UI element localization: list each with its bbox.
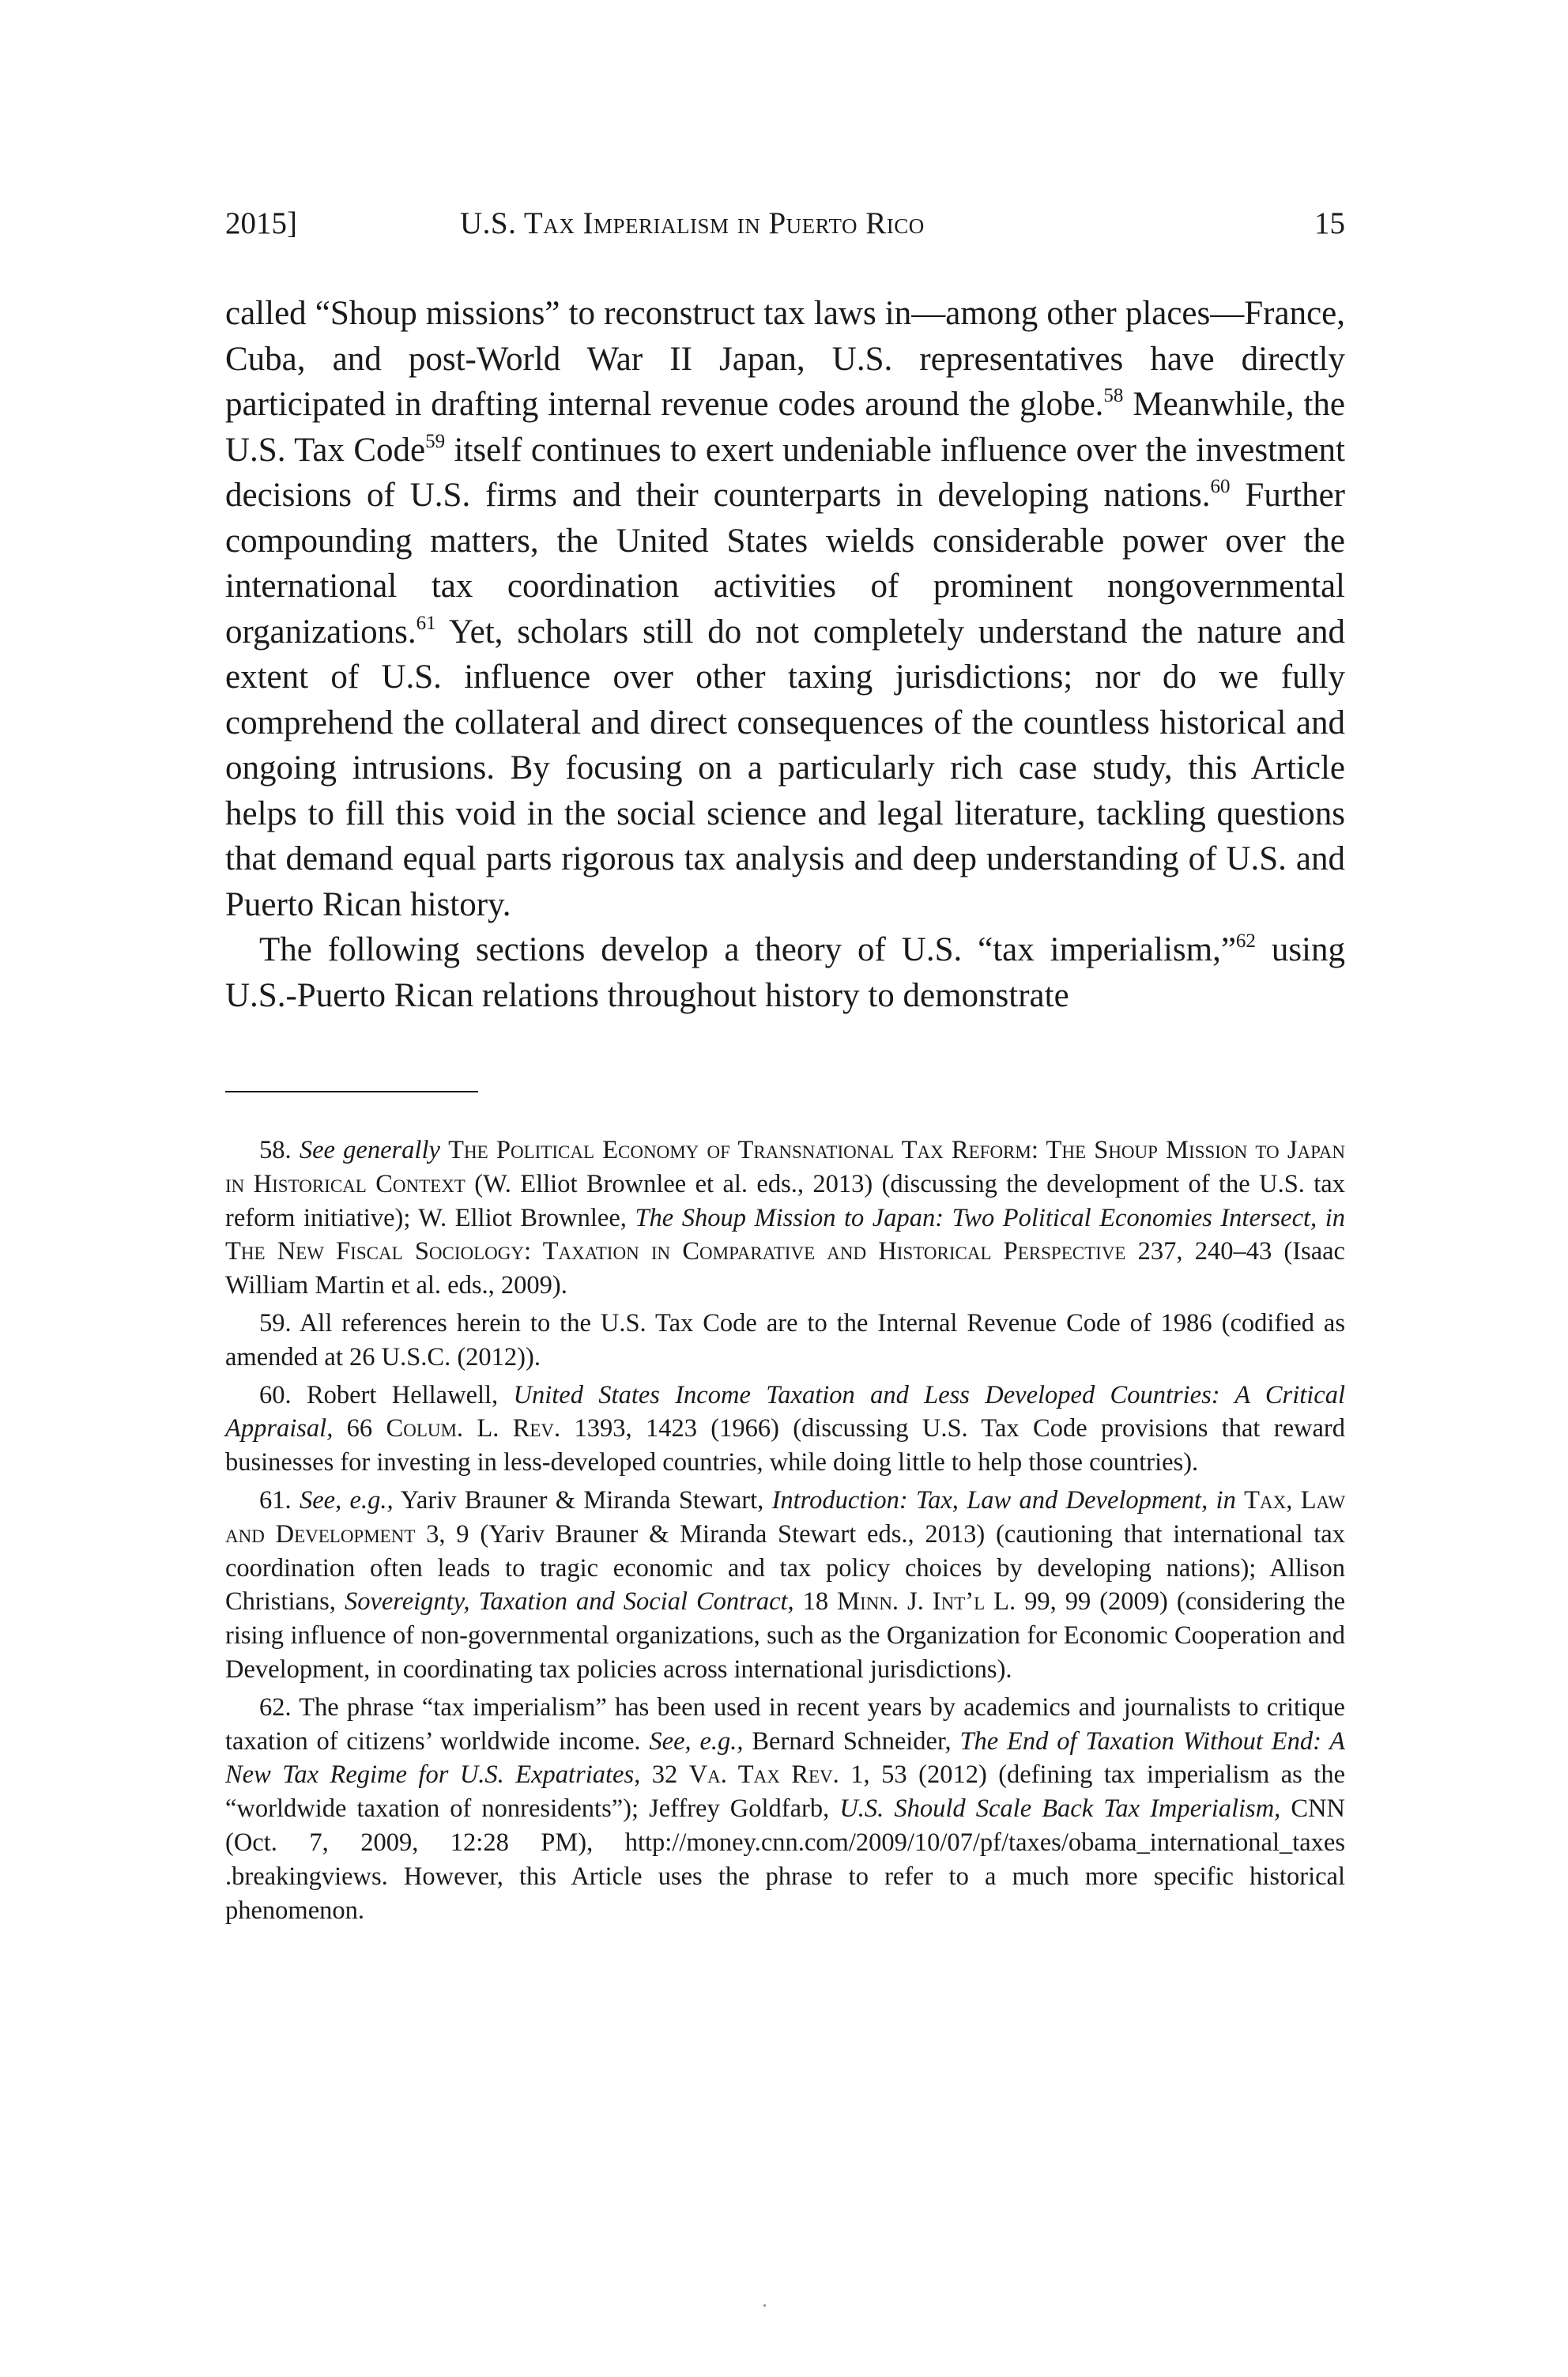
- signal-text: See generally: [299, 1136, 440, 1164]
- scan-speck: [763, 2304, 766, 2307]
- book-title: Tax, Law and Development: [225, 1485, 1346, 1549]
- chapter-title: The Shoup Mission to Japan: Two Political Economies Intersect, in: [635, 1203, 1345, 1232]
- article-title: The End of Taxation Without End: A New Tax Regime for U.S. Expatriates,: [225, 1726, 1345, 1790]
- footnote-60: [225, 1379, 1345, 1480]
- journal-name: Colum. L. Rev.: [386, 1414, 561, 1443]
- text-run: Yet, scholars still do not completely understand the nature and extent of U.S. influence over other taxing jurisdictions; nor do we fully comprehend the collateral and direct consequences of the countless historical and ongoing intrusions. By focusing on a particularly rich case study, this Article helps to fill this void in the social science and legal literature, tackling questions that demand equal parts rigorous tax analysis and deep understanding of U.S. and Puerto Rican history.: [225, 613, 1345, 923]
- citation-text: Robert Hellawell,: [306, 1380, 514, 1409]
- footnote-number: 59.: [259, 1308, 292, 1338]
- footnote-ref-61[interactable]: 61: [416, 612, 436, 634]
- citation-text: (W. Elliot Brownlee et al. eds., 2013) (discussing the development of the U.S. tax reform initiative); W. Elliot Brownlee,: [225, 1169, 1345, 1232]
- chapter-title: Introduction: Tax, Law and Development, in: [771, 1485, 1236, 1515]
- citation-text: 18: [793, 1587, 838, 1617]
- citation-text: 237, 240–43 (Isaac William Martin et al. eds., 2009).: [225, 1237, 1345, 1300]
- footnote-separator: [225, 1091, 478, 1092]
- citation-text: All references herein to the U.S. Tax Code are to the Internal Revenue Code of 1986 (codified as amended at 26 U.S.C. (2012)).: [225, 1308, 1345, 1371]
- footnote-number: 61.: [259, 1485, 292, 1515]
- signal-text: See, e.g.,: [299, 1485, 394, 1515]
- citation-text: CNN (Oct. 7, 2009, 12:28 PM), http://money.cnn.com/2009/10/07/pf/taxes/obama_international_taxes .breakingviews. However, this Article uses the phrase to refer to a much more specific historical phenomenon.: [225, 1794, 1345, 1925]
- footnote-ref-60[interactable]: 60: [1210, 476, 1231, 497]
- citation-text: The phrase “tax imperialism” has been used in recent years by academics and journalists to critique taxation of citizens’ worldwide income.: [225, 1692, 1345, 1756]
- article-title: U.S. Should Scale Back Tax Imperialism,: [839, 1794, 1281, 1824]
- footnote-62: [225, 1691, 1345, 1928]
- footnote-61: [225, 1484, 1345, 1687]
- footnote-ref-59[interactable]: 59: [425, 430, 446, 452]
- text-run: Meanwhile, the U.S. Tax Code: [225, 386, 1345, 469]
- footnote-58: [225, 1134, 1345, 1303]
- footnotes: [225, 1134, 1345, 1931]
- header-title: U.S. Tax Imperialism in Puerto Rico: [460, 206, 925, 240]
- citation-text: 99, 99 (2009) (considering the rising influence of non-governmental organizations, such as the Organization for Economic Cooperation and Development, in coordinating tax policies across international jurisdictions).: [225, 1587, 1346, 1684]
- footnote-ref-58[interactable]: 58: [1103, 385, 1124, 406]
- book-title: The Political Economy of Transnational Tax Reform: The Shoup Mission to Japan in Historical Context: [225, 1136, 1346, 1198]
- text-run: Further compounding matters, the United States wields considerable power over the international tax coordination activities of prominent nongovernmental organizations.: [225, 477, 1345, 651]
- citation-text: Bernard Schneider,: [743, 1726, 960, 1756]
- footnote-59: [225, 1307, 1345, 1375]
- footnote-number: 58.: [259, 1136, 292, 1164]
- header-year: 2015]: [225, 206, 297, 240]
- body-paragraph: [225, 291, 1345, 927]
- citation-text: 1393, 1423 (1966) (discussing U.S. Tax Code provisions that reward businesses for investing in less-developed countries, while doing little to help those countries).: [225, 1414, 1346, 1477]
- text-run: The following sections develop a theory of U.S. “tax imperialism,”: [259, 931, 1236, 968]
- footnote-ref-62[interactable]: 62: [1235, 930, 1256, 952]
- citation-text: 32: [640, 1760, 689, 1790]
- journal-name: Minn. J. Int’l L.: [837, 1587, 1016, 1617]
- page-number: 15: [1314, 206, 1345, 240]
- signal-text: See, e.g.,: [649, 1726, 744, 1756]
- citation-text: 1, 53 (2012) (defining tax imperialism as the “worldwide taxation of nonresidents”); Jeffrey Goldfarb,: [225, 1760, 1346, 1824]
- running-header: [225, 202, 1345, 246]
- text-run: itself continues to exert undeniable influence over the investment decisions of U.S. firms and their counterparts in developing nations.: [225, 431, 1345, 514]
- book-title: The New Fiscal Sociology: Taxation in Comparative and Historical Perspective: [225, 1237, 1126, 1266]
- text-run: called “Shoup missions” to reconstruct tax laws in—among other places—France, Cuba, and post-World War II Japan, U.S. representatives have directly participated in drafting internal revenue codes around the globe.: [225, 295, 1345, 423]
- text-run: using U.S.-Puerto Rican relations throughout history to demonstrate: [225, 931, 1346, 1014]
- main-text: [225, 291, 1345, 1018]
- citation-text: 66: [333, 1414, 386, 1443]
- footnote-number: 62.: [259, 1692, 292, 1722]
- citation-text: Yariv Brauner & Miranda Stewart,: [393, 1485, 772, 1515]
- footnote-number: 60.: [259, 1380, 292, 1409]
- article-title: United States Income Taxation and Less Developed Countries: A Critical Appraisal,: [225, 1380, 1346, 1443]
- journal-name: Va. Tax Rev.: [688, 1760, 839, 1790]
- body-paragraph: [225, 927, 1345, 1018]
- article-title: Sovereignty, Taxation and Social Contract,: [344, 1587, 794, 1617]
- citation-text: 3, 9 (Yariv Brauner & Miranda Stewart eds., 2013) (cautioning that international tax coordination often leads to tragic economic and tax policy choices by developing nations); Allison Christians,: [225, 1519, 1345, 1617]
